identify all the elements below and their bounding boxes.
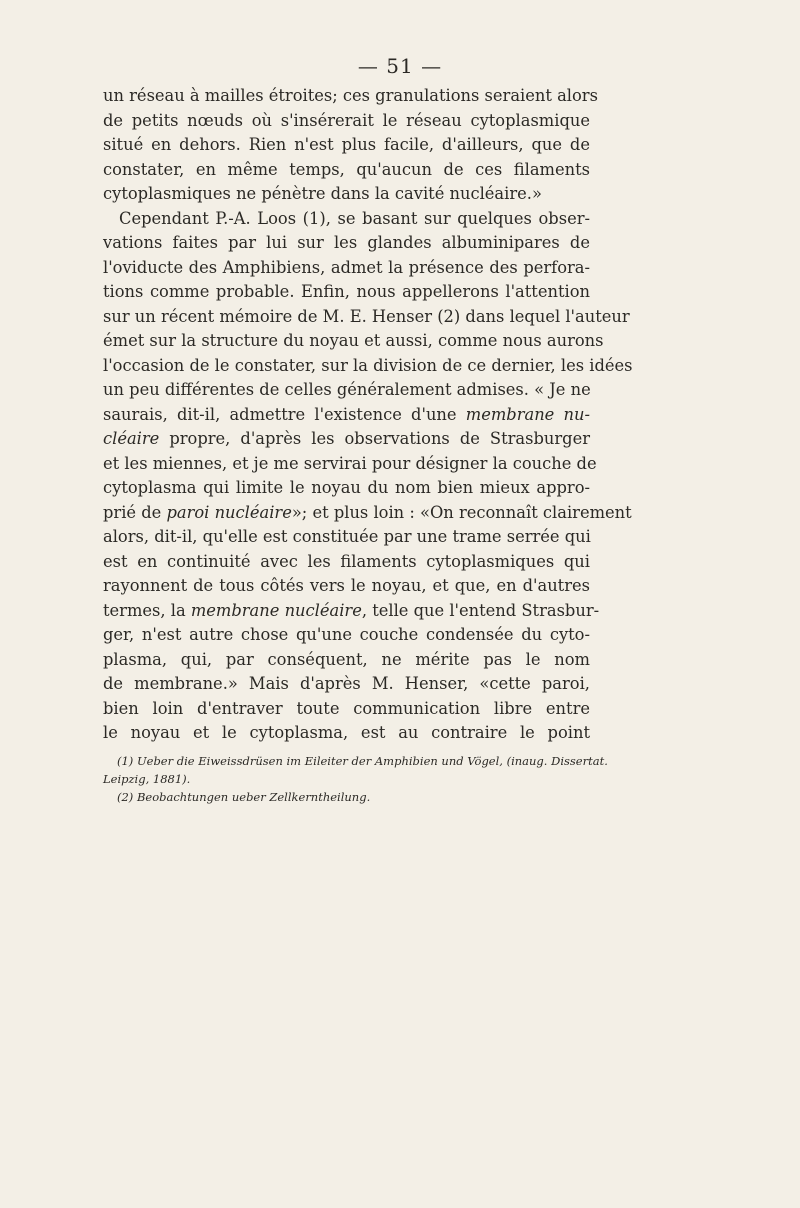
text-segment: prié de [103, 502, 167, 522]
text-line [103, 501, 632, 526]
text-line: ger, n'est autre chose qu'une couche condensée du cyto- [103, 625, 590, 644]
footnote-line: Leipzig, 1881). [103, 772, 191, 786]
text-line: le noyau et le cytoplasma, est au contraire le point [103, 723, 590, 742]
text-segment: saurais, dit-il, admettre l'existence d'une [103, 404, 466, 424]
text-line: de petits nœuds où s'insérerait le réseau cytoplasmique [103, 110, 590, 130]
text-segment: , telle que l'entend Strasbur- [361, 600, 600, 620]
page-number: — 51 — [357, 54, 443, 78]
text-line: tions comme probable. Enfin, nous appellerons l'attention [103, 282, 590, 301]
italic-segment: cléaire [103, 429, 160, 448]
italic-segment: membrane nucléaire [190, 600, 362, 620]
text-line: situé en dehors. Rien n'est plus facile, d'ailleurs, que de [103, 135, 590, 154]
text-line [103, 599, 600, 624]
text-line: est en continuité avec les filaments cytoplasmiques qui [103, 551, 590, 571]
text-line: émet sur la structure du noyau et aussi, comme nous aurons [103, 331, 604, 350]
text-segment: termes, la [103, 600, 191, 620]
text-line: un réseau à mailles étroites; ces granulations seraient alors [103, 86, 598, 105]
footnote-line: (1) Ueber die Eiweissdrüsen im Eileiter der Amphibien und Vögel, (inaug. Dissertat. [117, 754, 608, 768]
body-text [103, 84, 633, 746]
text-line: et les miennes, et je me servirai pour désigner la couche de [103, 453, 597, 473]
text-line: de membrane.» Mais d'après M. Henser, «cette paroi, [103, 674, 590, 693]
text-segment: propre, d'après les observations de Strasburger [159, 429, 590, 448]
text-line: cytoplasmiques ne pénètre dans la cavité nucléaire.» [103, 184, 542, 203]
text-line: alors, dit-il, qu'elle est constituée par une trame serrée qui [103, 527, 591, 546]
footnotes [103, 752, 608, 806]
text-line: plasma, qui, par conséquent, ne mérite pas le nom [103, 649, 590, 669]
text-line: l'occasion de le constater, sur la division de ce dernier, les idées [103, 355, 633, 375]
text-line [103, 403, 590, 428]
italic-segment: membrane nu- [465, 404, 590, 424]
text-line: vations faites par lui sur les glandes albuminipares de [103, 233, 590, 252]
text-line: cytoplasma qui limite le noyau du nom bien mieux appro- [103, 478, 590, 497]
italic-segment: paroi nucléaire [166, 502, 292, 522]
text-line: constater, en même temps, qu'aucun de ces filaments [103, 159, 590, 179]
text-line: un peu différentes de celles généralement admises. « Je ne [103, 380, 591, 399]
text-line: Cependant P.-A. Loos (1), se basant sur quelques obser- [119, 208, 590, 228]
text-line: l'oviducte des Amphibiens, admet la présence des perfora- [103, 257, 590, 277]
text-line: sur un récent mémoire de M. E. Henser (2) dans lequel l'auteur [103, 306, 630, 326]
text-line [103, 427, 590, 452]
text-segment: »; et plus loin : «On reconnaît clairement [291, 502, 632, 522]
text-line: bien loin d'entraver toute communication libre entre [103, 698, 590, 718]
footnote-line: (2) Beobachtungen ueber Zellkerntheilung. [117, 790, 371, 804]
text-line: rayonnent de tous côtés vers le noyau, et que, en d'autres [103, 576, 590, 595]
